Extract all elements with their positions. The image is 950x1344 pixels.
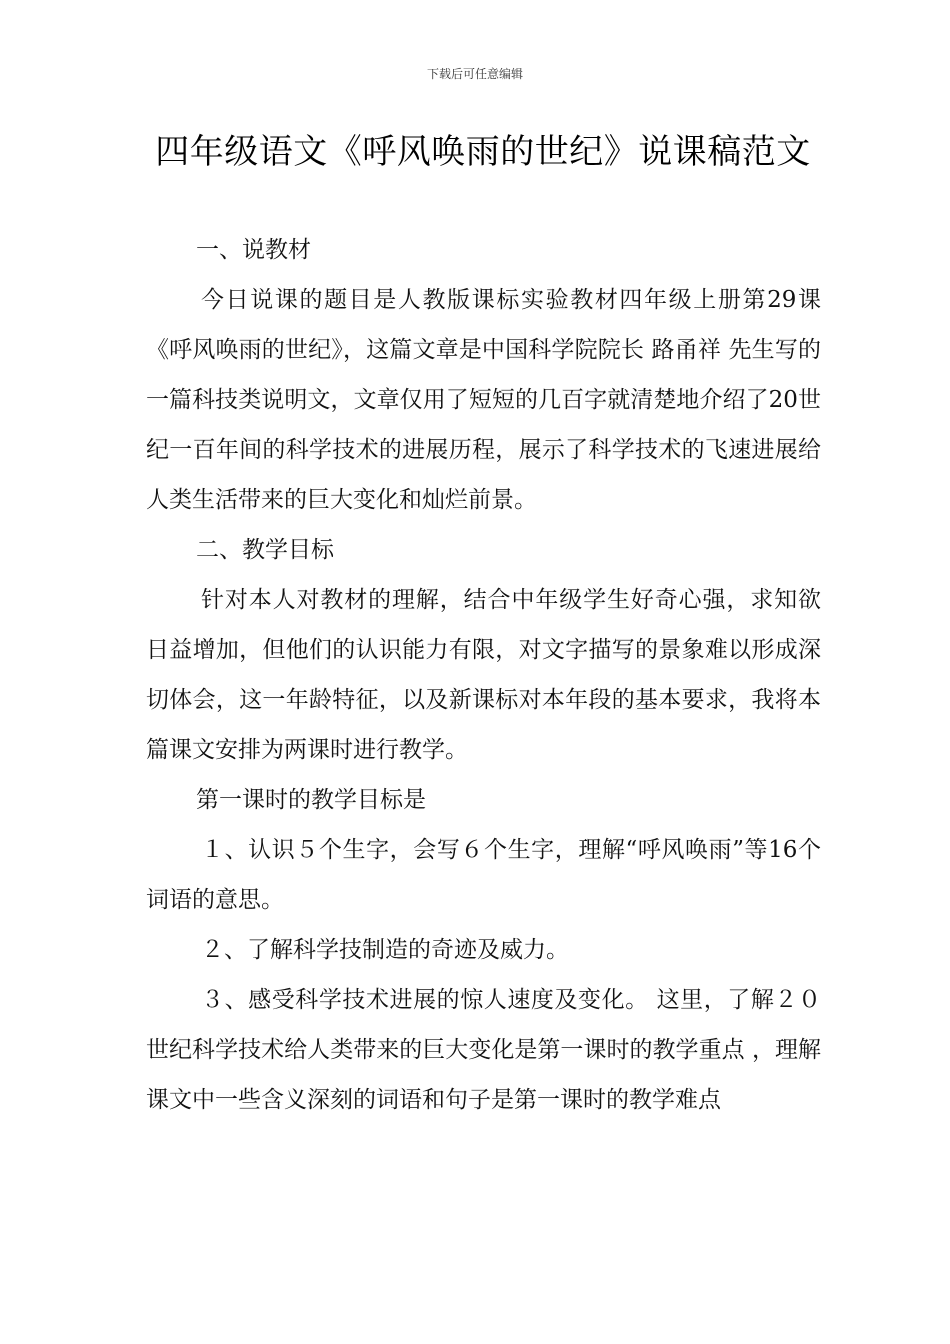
section-2-paragraph: 针对本人对教材的理解，结合中年级学生好奇心强，求知欲日益增加，但他们的认识能力有限，对文字描写的景象难以形成深切体会，这一年龄特征，以及新课标对本年段的基本要求，我将本篇课文安排为两课时进行教学。 — [146, 587, 821, 763]
goal-item-2: ２、了解科学技制造的奇迹及威力。 — [201, 937, 569, 963]
section-1-paragraph: 今日说课的题目是人教版课标实验教材四年级上册第29课《呼风唤雨的世纪》，这篇文章是中国科学院院长 路甬祥 先生写的一篇科技类说明文，文章仅用了短短的几百字就清楚地介绍了20世纪一百年间的科学技术的进展历程，展示了科学技术的飞速进展给人类生活带来的巨大变化和灿烂前景。 — [146, 287, 821, 513]
document-title: 四年级语文《呼风唤雨的世纪》说课稿范文 — [155, 132, 811, 172]
document-body — [146, 225, 821, 1125]
section-1-heading: 一、说教材 — [196, 237, 311, 263]
page-header-note: 下载后可任意编辑 — [426, 67, 523, 81]
goal-item-1: １、认识５个生字，会写６个生字，理解“呼风唤雨”等16个词语的意思。 — [146, 837, 821, 913]
goal-item-3: ３、感受科学技术进展的惊人速度及变化。 这里，了解２０世纪科学技术给人类带来的巨大变化是第一课时的教学重点 ，理解课文中一些含义深刻的词语和句子是第一课时的教学难点 — [146, 987, 821, 1113]
goals-intro: 第一课时的教学目标是 — [196, 787, 426, 813]
section-2-heading: 二、教学目标 — [196, 537, 334, 563]
